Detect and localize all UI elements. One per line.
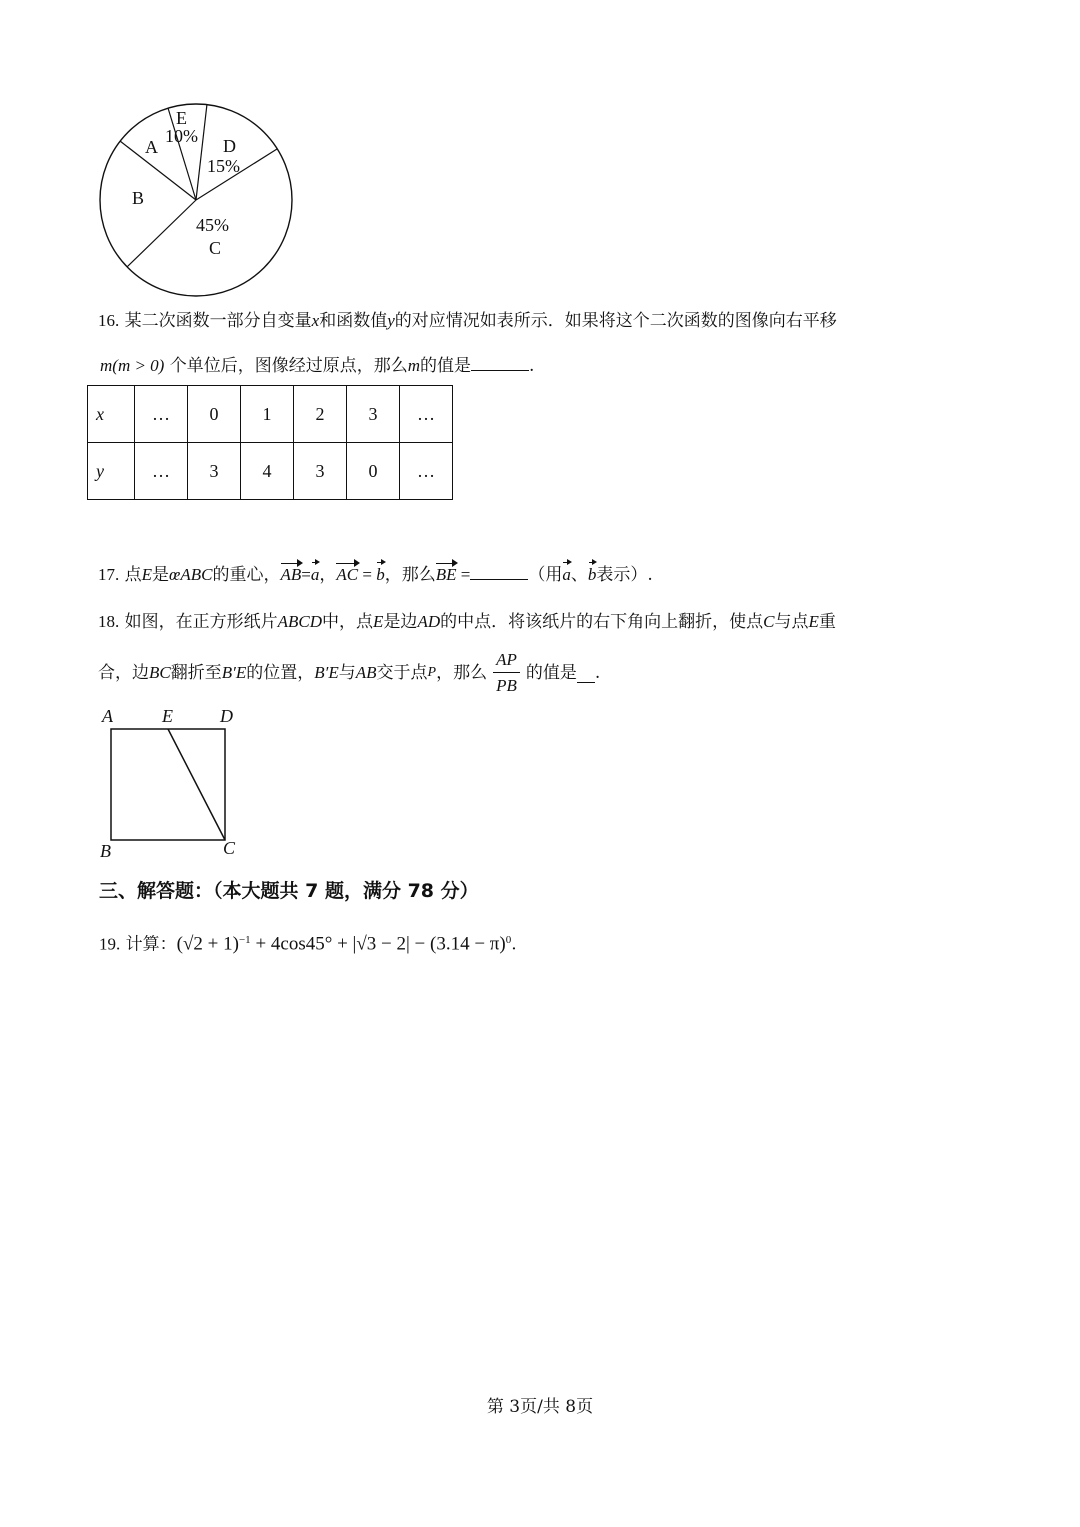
section-heading: 三、解答题：（本大题共 7 题，满分 78 分）: [99, 880, 479, 902]
answer-blank: [471, 352, 529, 371]
pie-divider: [127, 200, 196, 267]
pie-percent-c: 45%: [196, 215, 229, 235]
pie-label-d: D: [223, 136, 236, 156]
q19-line: 19. 计算：$(√2 + 1)^{-1} + 4\cos 45^\circ + |√3 - 2| - (3.14 - \pi)^0$.: [99, 933, 517, 955]
figure-label-a: A: [102, 706, 113, 726]
q16-line2: m(m > 0) 个单位后，图像经过原点，那么m的值是 .: [100, 352, 534, 378]
figure-label-b: B: [100, 841, 111, 861]
table-row-x: x … 0 1 2 3 …: [88, 386, 453, 443]
question-number: 19.: [99, 934, 121, 954]
pie-label-a: A: [145, 137, 158, 157]
table-row-y: y … 3 4 3 0 …: [88, 443, 453, 500]
square-figure: [108, 726, 230, 844]
answer-blank: [577, 664, 595, 683]
pie-percent-d: 15%: [207, 156, 240, 176]
q18-line1: 18. 如图，在正方形纸片ABCD中，点E是边AD的中点．将该纸片的右下角向上翻折，使点C与点E重: [98, 612, 836, 632]
question-number: 17.: [98, 565, 120, 584]
question-number: 18.: [98, 612, 120, 631]
pie-label-e: E: [176, 108, 187, 128]
fraction-ap-pb: $\frac{AP}{PB}$: [493, 648, 520, 699]
pie-divider: [196, 104, 207, 200]
pie-label-b: B: [132, 188, 145, 208]
value-table: [87, 385, 453, 500]
figure-label-d: D: [220, 706, 233, 726]
fold-line: [168, 729, 225, 840]
page-footer: 第 3页/共 8页: [486, 1397, 594, 1417]
answer-blank: [470, 561, 528, 580]
figure-label-c: C: [223, 838, 236, 858]
pie-percent-e: 10%: [165, 126, 198, 146]
q17-line: 17. 点E是œABC的重心，AB=a，AC = b，那么BE = （用a、b表示）.: [98, 561, 653, 587]
figure-label-e: E: [162, 706, 173, 726]
pie-label-c: C: [209, 238, 222, 258]
question-number: 16.: [98, 311, 120, 330]
q18-line2: 合，边 BC 翻折至 B′E 的位置， B′E 与 AB 交于点 P ，那么 $\frac{AP}{PB}$ 的值是 .: [98, 645, 600, 701]
q16-line1: 16. 某二次函数一部分自变量x和函数值y的对应情况如表所示．如果将这个二次函数的图像向右平移: [98, 311, 837, 331]
